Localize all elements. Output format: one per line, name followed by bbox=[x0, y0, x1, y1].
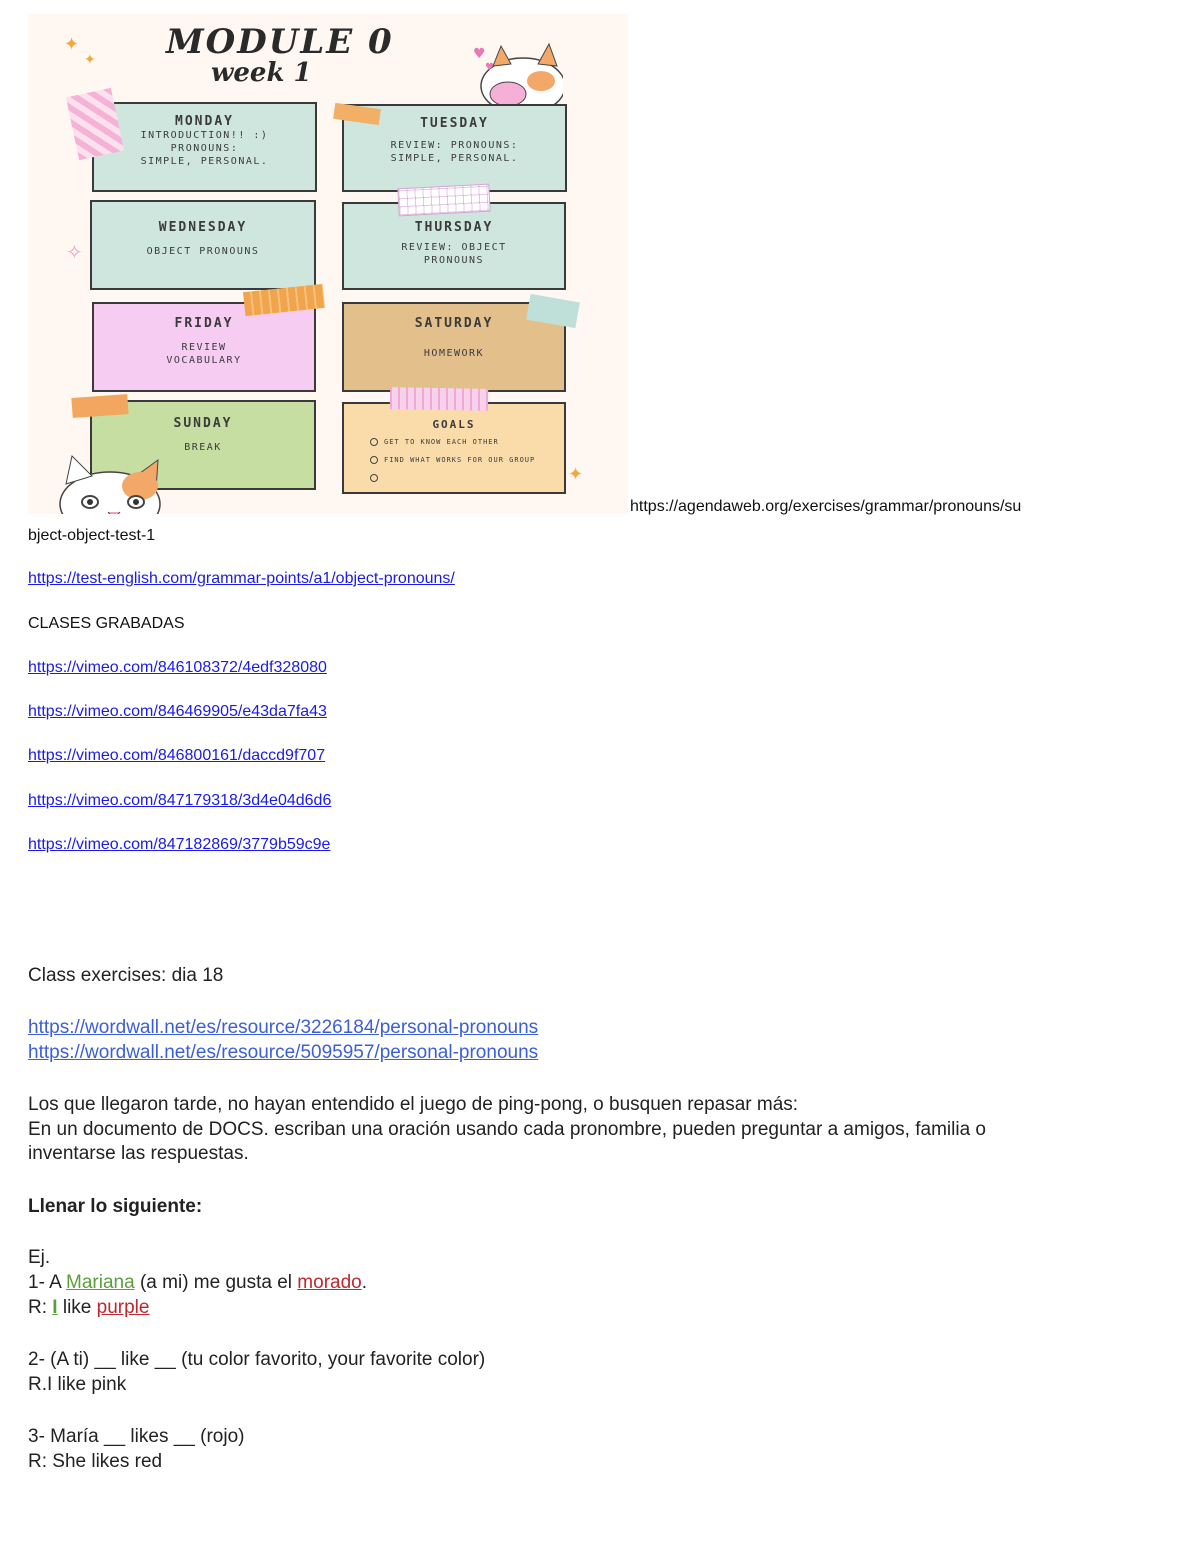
vimeo-link[interactable]: https://vimeo.com/846469905/e43da7fa43 bbox=[28, 703, 327, 720]
vimeo-link[interactable]: https://vimeo.com/847182869/3779b59c9e bbox=[28, 836, 331, 853]
goal-item: FIND WHAT WORKS FOR OUR GROUP bbox=[370, 451, 564, 469]
checkbox-circle-icon bbox=[370, 438, 378, 446]
example-2-question: 2- (A ti) __ like __ (tu color favorito, your favorite color) bbox=[28, 1349, 486, 1370]
sparkle-icon: ✧ bbox=[66, 240, 83, 264]
class-exercises-label: Class exercises: dia 18 bbox=[28, 965, 224, 986]
card-day: FRIDAY bbox=[174, 316, 234, 331]
fill-heading: Llenar lo siguiente: bbox=[28, 1196, 203, 1217]
wordwall-link[interactable]: https://wordwall.net/es/resource/3226184/personal-pronouns bbox=[28, 1017, 539, 1038]
example-1-answer: R: I like purple bbox=[28, 1297, 150, 1318]
card-line: PRONOUNS bbox=[423, 255, 485, 266]
card-thursday bbox=[342, 202, 566, 290]
card-line: REVIEW: PRONOUNS: bbox=[390, 140, 519, 151]
card-line: SIMPLE, PERSONAL. bbox=[140, 156, 269, 167]
goal-item bbox=[370, 469, 564, 487]
example-color: morado bbox=[297, 1272, 362, 1293]
example-1-question: 1- A Mariana (a mi) me gusta el morado. bbox=[28, 1272, 367, 1293]
vimeo-link[interactable]: https://vimeo.com/847179318/3d4e04d6d6 bbox=[28, 792, 332, 809]
weekly-planner-image bbox=[28, 14, 628, 514]
answer-pronoun: I bbox=[52, 1297, 58, 1318]
vimeo-link[interactable]: https://vimeo.com/846108372/4edf328080 bbox=[28, 659, 327, 676]
vimeo-link[interactable]: https://vimeo.com/846800161/daccd9f707 bbox=[28, 747, 326, 764]
card-goals bbox=[342, 402, 566, 494]
card-day: GOALS bbox=[432, 418, 476, 431]
checkbox-circle-icon bbox=[370, 456, 378, 464]
agenda-link-line1[interactable]: https://agendaweb.org/exercises/grammar/pronouns/su bbox=[630, 498, 1022, 515]
card-line: PRONOUNS: bbox=[170, 143, 239, 154]
recorded-classes-heading: CLASES GRABADAS bbox=[28, 615, 185, 632]
instructions-line: inventarse las respuestas. bbox=[28, 1143, 249, 1164]
decorative-tape bbox=[71, 394, 128, 418]
example-2-answer: R.I like pink bbox=[28, 1374, 127, 1395]
example-label: Ej. bbox=[28, 1247, 51, 1268]
card-line: HOMEWORK bbox=[423, 348, 485, 359]
example-name: Mariana bbox=[66, 1272, 135, 1293]
checkbox-circle-icon bbox=[370, 474, 378, 482]
svg-text:♥: ♥ bbox=[473, 46, 486, 62]
card-day: THURSDAY bbox=[414, 220, 494, 235]
card-friday bbox=[92, 302, 316, 392]
card-day: TUESDAY bbox=[420, 116, 489, 131]
planner-title: MODULE 0 bbox=[166, 22, 394, 62]
decorative-tape bbox=[390, 387, 488, 411]
card-day: WEDNESDAY bbox=[158, 220, 248, 235]
decorative-tape bbox=[397, 184, 490, 217]
sparkle-icon: ✦ bbox=[568, 464, 584, 485]
card-line: REVIEW bbox=[181, 342, 227, 353]
instructions-line: Los que llegaron tarde, no hayan entendido el juego de ping-pong, o busquen repasar más: bbox=[28, 1094, 799, 1115]
sparkle-icon: ✦ bbox=[64, 34, 80, 55]
card-day: SATURDAY bbox=[414, 316, 494, 331]
card-line: OBJECT PRONOUNS bbox=[146, 246, 260, 257]
wordwall-link[interactable]: https://wordwall.net/es/resource/5095957/personal-pronouns bbox=[28, 1042, 539, 1063]
card-line: SIMPLE, PERSONAL. bbox=[390, 153, 519, 164]
agenda-link-line2[interactable]: bject-object-test-1 bbox=[28, 527, 156, 544]
card-monday bbox=[92, 102, 317, 192]
test-english-link[interactable]: https://test-english.com/grammar-points/a1/object-pronouns/ bbox=[28, 570, 455, 587]
card-line: INTRODUCTION!! :) bbox=[140, 130, 269, 141]
instructions-line: En un documento de DOCS. escriban una oración usando cada pronombre, pueden preguntar a amigos, familia o bbox=[28, 1119, 986, 1140]
goal-item: GET TO KNOW EACH OTHER bbox=[370, 433, 564, 451]
card-day: MONDAY bbox=[175, 114, 234, 129]
sparkle-icon: ✦ bbox=[84, 52, 96, 68]
card-line: VOCABULARY bbox=[166, 355, 242, 366]
example-3-answer: R: She likes red bbox=[28, 1451, 163, 1472]
card-wednesday bbox=[90, 200, 316, 290]
answer-color: purple bbox=[96, 1297, 150, 1318]
card-day: SUNDAY bbox=[173, 416, 233, 431]
card-line: BREAK bbox=[184, 442, 222, 453]
card-line: REVIEW: OBJECT bbox=[401, 242, 507, 253]
cat-illustration bbox=[50, 446, 180, 514]
svg-text:♥: ♥ bbox=[485, 62, 494, 73]
planner-subtitle: week 1 bbox=[211, 58, 312, 88]
example-3-question: 3- María __ likes __ (rojo) bbox=[28, 1426, 245, 1447]
decorative-tape bbox=[66, 88, 124, 160]
